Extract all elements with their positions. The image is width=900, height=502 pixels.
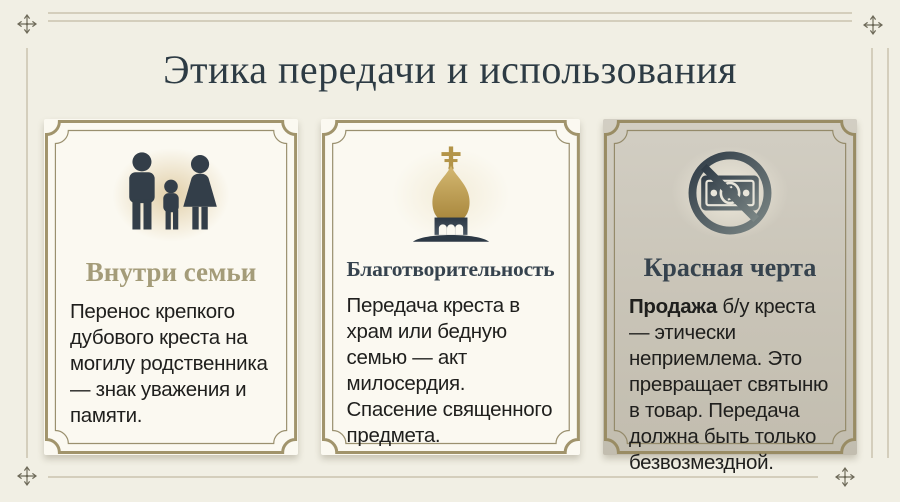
church-icon — [399, 146, 503, 244]
page-title: Этика передачи и использования — [163, 47, 737, 92]
family-icon-area — [70, 145, 272, 245]
card-body-lead: Продажа — [628, 295, 717, 318]
card-body: Передача креста в храм или бедную семью — акт милосердия. Спасение священного предмета. — [346, 294, 553, 447]
card-body — [629, 294, 831, 476]
card-charity — [321, 119, 581, 455]
church-icon-area — [347, 145, 555, 245]
card-title: Благотворительность — [346, 257, 555, 281]
cross-mark-top-left — [18, 15, 36, 33]
no-money-icon-area — [629, 145, 831, 241]
cross-mark-bottom-left — [18, 467, 36, 485]
cross-mark-top-right — [864, 16, 882, 34]
card-family — [44, 119, 298, 455]
card-body-rest: б/у креста — этически неприемлема. Это превращает святыню в товар. Передача должна быть только безвозмездной. — [628, 295, 829, 474]
cross-mark-bottom-right — [836, 468, 854, 486]
family-icon — [112, 149, 230, 241]
no-money-icon — [682, 145, 778, 241]
cards-row — [44, 119, 857, 474]
card-title: Красная черта — [643, 253, 817, 282]
card-red-line — [603, 119, 857, 474]
card-body: Перенос крепкого дубового креста на могилу родственника — знак уважения и памяти. — [70, 300, 268, 427]
card-title: Внутри семьи — [85, 257, 257, 287]
